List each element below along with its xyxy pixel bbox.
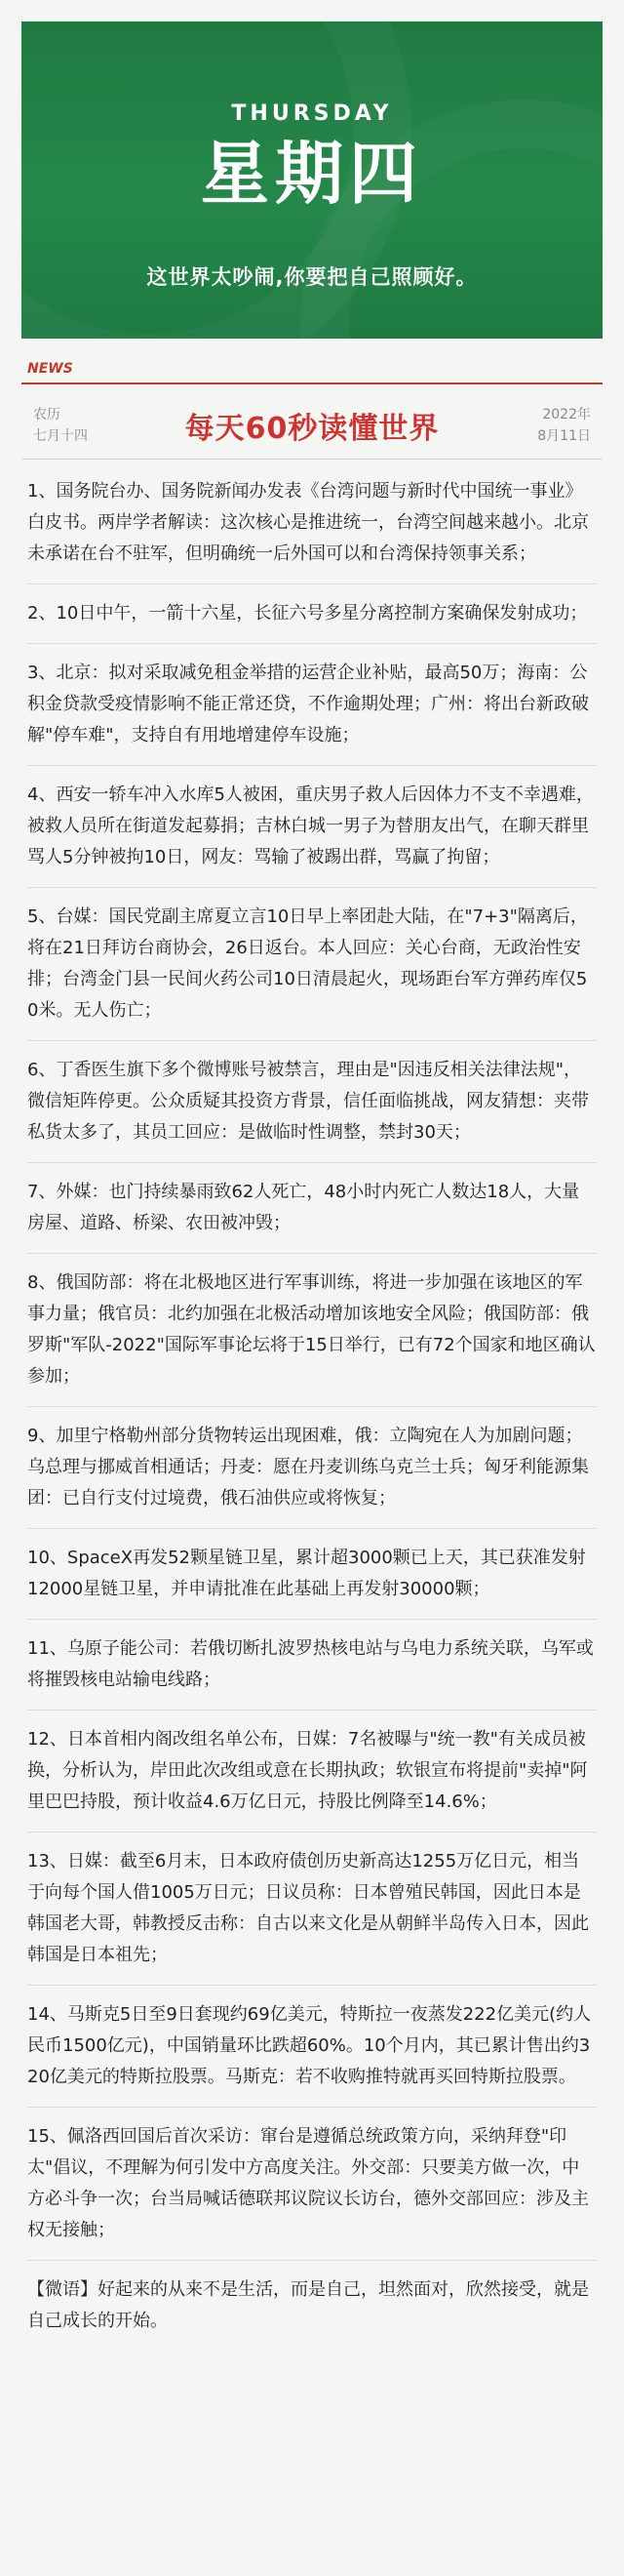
news-item: 9、加里宁格勒州部分货物转运出现困难，俄：立陶宛在人为加剧问题；乌总理与挪威首相通话；丹麦：愿在丹麦训练乌克兰士兵；匈牙利能源集团：已自行支付过境费，俄石油供应或将恢复； bbox=[27, 1417, 597, 1529]
news-item: 8、俄国防部：将在北极地区进行军事训练，将进一步加强在该地区的军事力量；俄官员：北约加强在北极活动增加该地安全风险；俄国防部：俄罗斯"军队-2022"国际军事论坛将于15日举行，已有72个国家和地区确认参加； bbox=[27, 1264, 597, 1407]
news-item: 4、西安一轿车冲入水库5人被困，重庆男子救人后因体力不支不幸遇难，被救人员所在街道发起募捐；吉林白城一男子为替朋友出气，在聊天群里骂人5分钟被拘10日，网友：骂输了被踢出群，骂赢了拘留； bbox=[27, 776, 597, 888]
page-title: 每天60秒读懂世界 bbox=[184, 412, 440, 446]
news-item: 10、SpaceX再发52颗星链卫星，累计超3000颗已上天，其已获准发射12000星链卫星，并申请批准在此基础上再发射30000颗； bbox=[27, 1539, 597, 1620]
gregorian-date bbox=[537, 404, 591, 447]
header-divider-bottom bbox=[21, 459, 603, 460]
date-day: 8月11日 bbox=[537, 428, 591, 444]
news-item: 15、佩洛西回国后首次采访：窜台是遵循总统政策方向，采纳拜登"印太"倡议，不理解为何引发中方高度关注。外交部：只要美方做一次，中方必斗争一次；台当局喊话德联邦议院议长访台，德外交部回应：涉及主权无接触； bbox=[27, 2117, 597, 2261]
news-item: 14、马斯克5日至9日套现约69亿美元，特斯拉一夜蒸发222亿美元(约人民币1500亿元)，中国销量环比跌超60%。10个月内，其已累计售出约320亿美元的特斯拉股票。马斯克：若不收购推特就再买回特斯拉股票。 bbox=[27, 1995, 597, 2108]
news-item: 5、台媒：国民党副主席夏立言10日早上率团赴大陆，在"7+3"隔离后，将在21日拜访台商协会，26日返台。本人回应：关心台商，无政治性安排；台湾金门县一民间火药公司10日清晨起火，现场距台军方弹药库仅50米。无人伤亡； bbox=[27, 898, 597, 1041]
header-divider-top bbox=[21, 382, 603, 384]
news-item: 2、10日中午，一箭十六星，长征六号多星分离控制方案确保发射成功； bbox=[27, 594, 597, 644]
header-banner bbox=[21, 21, 603, 339]
banner-slogan: 这世界太吵闹,你要把自己照顾好。 bbox=[146, 265, 478, 289]
weekday-chinese: 星期四 bbox=[201, 134, 423, 214]
news-label: NEWS bbox=[27, 361, 73, 377]
news-item: 6、丁香医生旗下多个微博账号被禁言，理由是"因违反相关法律法规"，微信矩阵停更。公众质疑其投资方背景，信任面临挑战，网友猜想：夹带私货太多了，其员工回应：是做临时性调整，禁封30天； bbox=[27, 1051, 597, 1163]
news-list bbox=[27, 472, 597, 2360]
daily-quote: 【微语】好起来的从来不是生活，而是自己，坦然面对，欣然接受，就是自己成长的开始。 bbox=[27, 2279, 589, 2331]
news-item: 13、日媒：截至6月末，日本政府债创历史新高达1255万亿日元，相当于向每个国人借1005万日元；日议员称：日本曾殖民韩国，因此日本是韩国老大哥，韩教授反击称：自古以来文化是从朝鲜半岛传入日本，因此韩国是日本祖先； bbox=[27, 1842, 597, 1986]
news-item: 7、外媒：也门持续暴雨致62人死亡，48小时内死亡人数达18人，大量房屋、道路、桥梁、农田被冲毁； bbox=[27, 1173, 597, 1254]
news-item: 1、国务院台办、国务院新闻办发表《台湾问题与新时代中国统一事业》白皮书。两岸学者解读：这次核心是推进统一，台湾空间越来越小。北京未承诺在台不驻军，但明确统一后外国可以和台湾保持领事关系； bbox=[27, 472, 597, 584]
news-item: 11、乌原子能公司：若俄切断扎波罗热核电站与乌电力系统关联，乌军或将摧毁核电站输电线路； bbox=[27, 1630, 597, 1711]
news-item: 3、北京：拟对采取减免租金举措的运营企业补贴，最高50万；海南：公积金贷款受疫情影响不能正常还贷，不作逾期处理；广州：将出台新政破解"停车难"，支持自有用地增建停车设施； bbox=[27, 654, 597, 766]
weekday-english: THURSDAY bbox=[231, 101, 393, 126]
date-year: 2022年 bbox=[542, 407, 591, 423]
news-item: 12、日本首相内阁改组名单公布，日媒：7名被曝与"统一教"有关成员被换，分析认为，岸田此次改组或意在长期执政；软银宣布将提前"卖掉"阿里巴巴持股，预计收益4.6万亿日元，持股比例降至14.6%； bbox=[27, 1720, 597, 1832]
lunar-label: 农历 bbox=[33, 407, 60, 423]
lunar-day: 七月十四 bbox=[33, 428, 88, 444]
title-bar bbox=[21, 388, 603, 461]
